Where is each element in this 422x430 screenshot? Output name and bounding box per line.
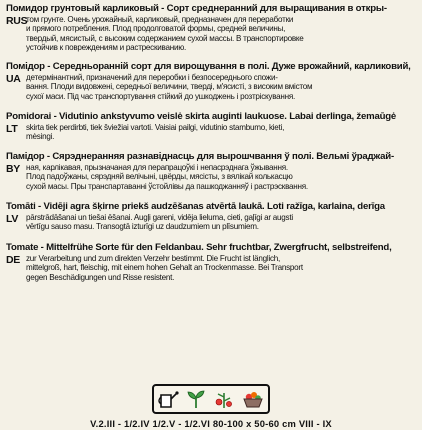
section-lead: Памідор - Сярэднеранняя разнавіднасць для вырошчвання ў полі. Вельмі ўраджай- bbox=[6, 152, 394, 162]
harvest-basket-icon bbox=[241, 389, 265, 409]
body-line: gegen Beschädigungen und Risse resistent. bbox=[26, 272, 175, 282]
section-de bbox=[6, 243, 416, 282]
body-line: вання. Плоди видовжені, середньої величини, тверді, м'ясисті, з високим вмістом bbox=[26, 82, 313, 92]
body-line: том грунте. Очень урожайный, карликовый, предназначен для переработки bbox=[26, 14, 294, 24]
section-body bbox=[26, 213, 416, 232]
body-line: mittelgroß, hart, fleischig, mit einem hohen Gehalt an Trockenmasse. Bei Transport bbox=[26, 263, 303, 273]
section-rus bbox=[6, 4, 416, 53]
body-line: сухой масы. Пры транспартаванні ўстойлівы да пашкоджанняў і растрэсквання. bbox=[26, 181, 308, 191]
language-code: LV bbox=[6, 212, 19, 225]
growing-icons-strip bbox=[152, 384, 270, 414]
language-code: LT bbox=[6, 122, 18, 135]
section-body bbox=[26, 163, 416, 192]
sprout-icon bbox=[185, 389, 207, 409]
watering-can-icon bbox=[157, 389, 179, 409]
section-lead: Tomāti - Vidēji agra šķirne priekš audzēšanas atvērtā laukā. Loti ražīga, karlaina, derīga bbox=[6, 202, 385, 212]
body-line: детермінантний, призначений для переробки і безпосереднього спожи- bbox=[26, 72, 278, 82]
section-lead: Помидор грунтовый карликовый - Сорт среднеранний для выращивания в откры- bbox=[6, 4, 387, 14]
body-line: устойчив к повреждениям и растрескиванию. bbox=[26, 43, 187, 53]
section-body bbox=[26, 15, 416, 53]
section-body bbox=[26, 73, 416, 102]
section-lead: Pomidorai - Vidutinio ankstyvumo veislė skirta auginti laukuose. Labai derlinga, žemaūgė bbox=[6, 112, 397, 122]
body-line: vērtīgu sauso masu. Transogtā izturīgi uz daudzumiem un plīsumiem. bbox=[26, 222, 259, 232]
section-lt bbox=[6, 112, 416, 142]
body-line: zur Verarbeitung und zum direkten Verzehr bestimmt. Die Frucht ist länglich, bbox=[26, 253, 281, 263]
body-line: твердый, мясистый, с высоким содержанием сухой массы. В транспортировке bbox=[26, 33, 304, 43]
fruiting-plant-icon bbox=[213, 389, 235, 409]
body-line: mėsingi. bbox=[26, 132, 55, 142]
language-code: UA bbox=[6, 72, 21, 85]
body-line: skirta tiek perdirbti, tiek šviežiai vartoti. Vaisiai pailgi, vidutinio stambumo, kieti, bbox=[26, 122, 285, 132]
section-body bbox=[26, 254, 416, 283]
section-body bbox=[26, 123, 416, 142]
section-lv bbox=[6, 202, 416, 232]
section-lead: Помідор - Середньоранній сорт для вирощування в полі. Дуже врожайний, карликовий, bbox=[6, 62, 411, 72]
language-code: RUS bbox=[6, 14, 28, 27]
language-code: DE bbox=[6, 253, 20, 266]
section-lead: Tomate - Mittelfrühe Sorte für den Feldanbau. Sehr fruchtbar, Zwergfrucht, selbstreifend, bbox=[6, 243, 392, 253]
section-ua bbox=[6, 62, 416, 101]
section-by bbox=[6, 152, 416, 191]
body-line: pārstrādāšanai un tiešai ēšanai. Augļi gareni, vidēja lieluma, cieti, gaļīgi ar augsti bbox=[26, 212, 293, 222]
body-line: и прямого потребления. Плод продолговатой формы, средней величины, bbox=[26, 24, 286, 34]
body-line: Плод падоўжаны, сярэдняй велічыні, цвёрды, мясісты, з вялікай колькасцю bbox=[26, 172, 293, 182]
sowing-schedule: V.2.III - 1/2.IV 1/2.V - 1/2.VI 80-100 x 50-60 cm VIII - IX bbox=[90, 418, 332, 429]
body-line: сухої маси. Під час транспортування стійкий до ушкоджень і розтріскування. bbox=[26, 91, 295, 101]
body-line: ная, карлікавая, прызначаная для перапрацоўкі і непасрэднага ўжывання. bbox=[26, 162, 288, 172]
language-code: BY bbox=[6, 162, 20, 175]
